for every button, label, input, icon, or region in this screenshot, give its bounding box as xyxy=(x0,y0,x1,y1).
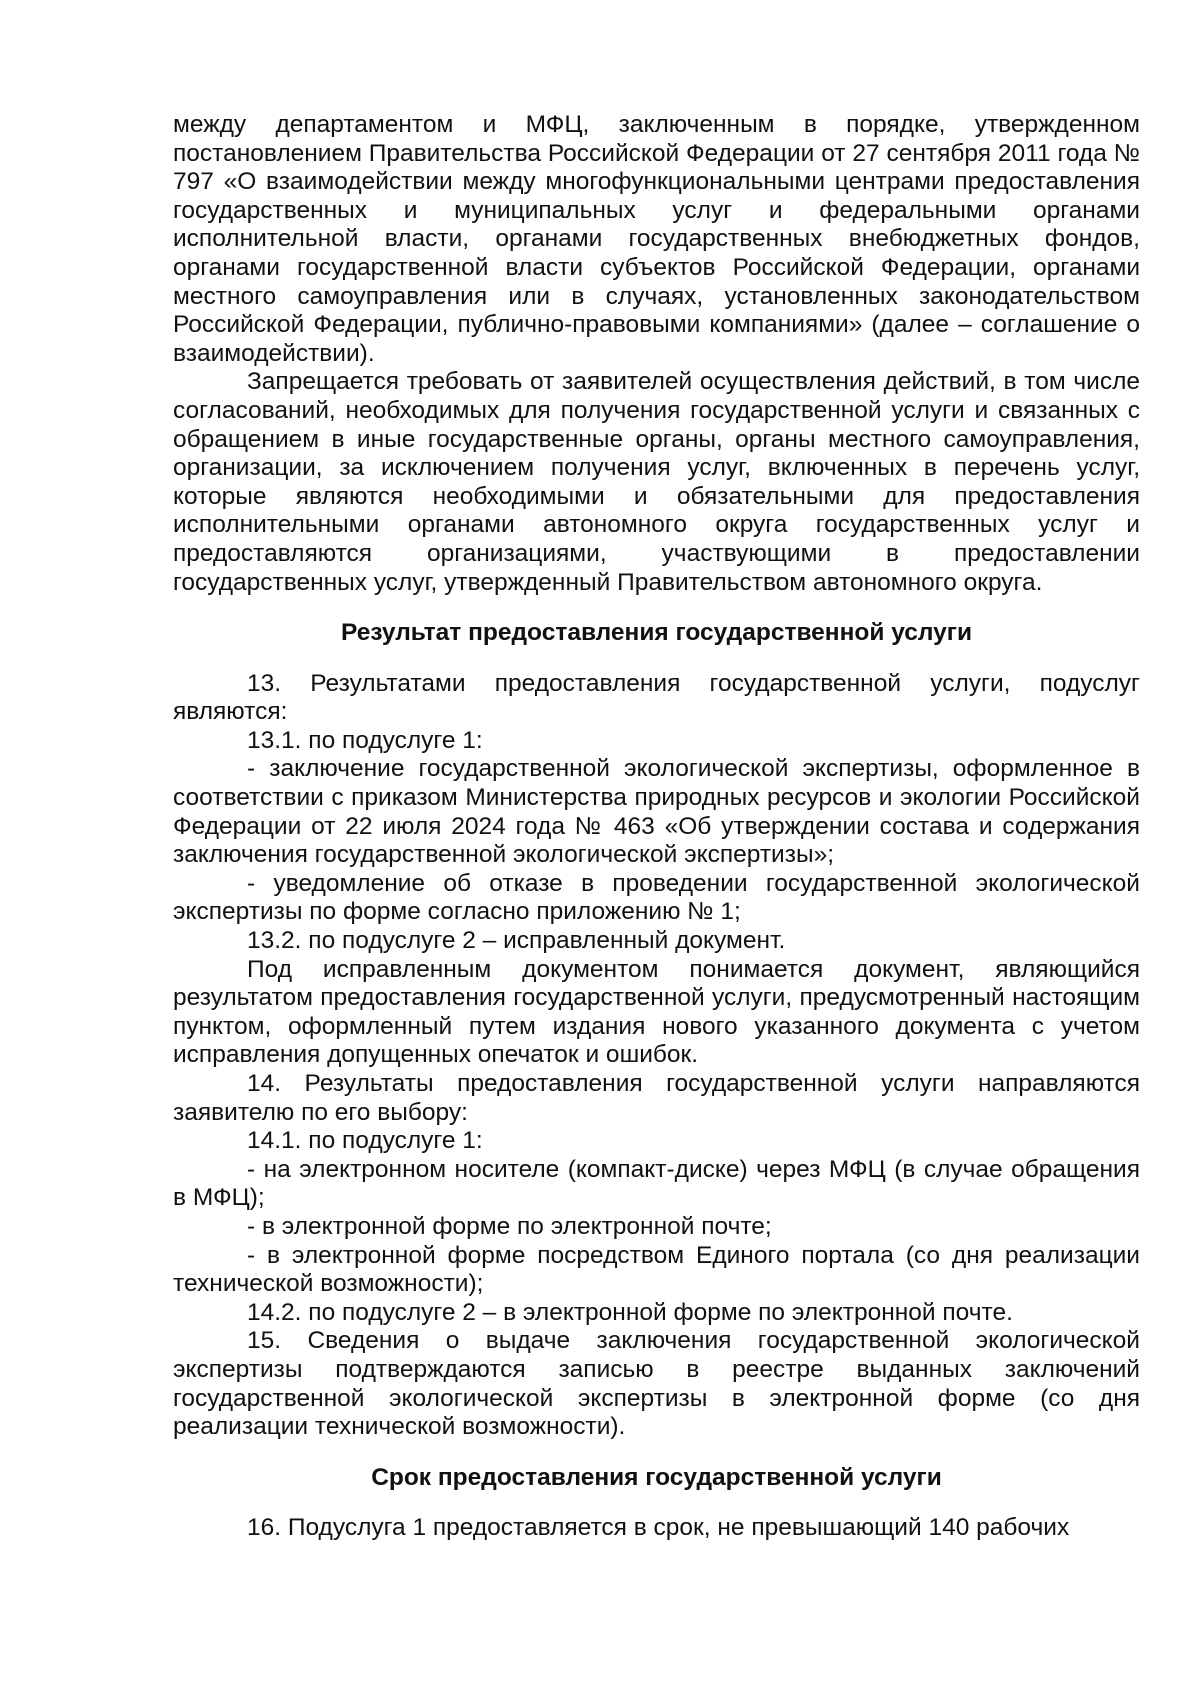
document-body xyxy=(173,111,1140,1543)
spacer xyxy=(173,648,1140,670)
paragraph: 14. Результаты предоставления государственной услуги направляются заявителю по его выбору: xyxy=(173,1070,1140,1126)
paragraph: Под исправленным документом понимается документ, являющийся результатом предоставления государственной услуги, предусмотренный настоящим пунктом, оформленный путем издания нового указанного документа с учетом исправления допущенных опечаток и ошибок. xyxy=(173,955,1140,1069)
paragraph: 14.1. по подуслуге 1: xyxy=(247,1127,483,1155)
spacer xyxy=(173,1492,1140,1514)
section-heading-result: Результат предоставления государственной услуги xyxy=(340,619,973,647)
paragraph: 14.2. по подуслуге 2 – в электронной форме по электронной почте. xyxy=(247,1298,1013,1326)
paragraph: 13. Результатами предоставления государственной услуги, подуслуг являются: xyxy=(173,669,1140,726)
paragraph: - на электронном носителе (компакт-диске) через МФЦ (в случае обращения в МФЦ); xyxy=(173,1155,1140,1212)
paragraph: 16. Подуслуга 1 предоставляется в срок, не превышающий 140 рабочих xyxy=(247,1514,1070,1542)
spacer xyxy=(173,1442,1140,1464)
paragraph: - в электронной форме посредством Единого портала (со дня реализации технической возможности); xyxy=(173,1241,1140,1298)
paragraph: между департаментом и МФЦ, заключенным в порядке, утвержденном постановлением Правительства Российской Федерации от 27 сентября 2011 года № 797 «О взаимодействии между многофункциональными центрами предоставления государственных и муниципальных услуг и федеральными органами исполнительной власти, органами государственных внебюджетных фондов, органами государственной власти субъектов Российской Федерации, органами местного самоуправления или в случаях, установленных законодательством Российской Федерации, публично-правовыми компаниями» (далее – соглашение о взаимодействии). xyxy=(173,111,1140,367)
spacer xyxy=(173,597,1140,619)
paragraph: - заключение государственной экологической экспертизы, оформленное в соответствии с приказом Министерства природных ресурсов и экологии Российской Федерации от 22 июля 2024 года № 463 «Об утверждении состава и содержания заключения государственной экологической экспертизы»; xyxy=(173,755,1140,869)
paragraph: 15. Сведения о выдаче заключения государственной экологической экспертизы подтверждаются записью в реестре выданных заключений государственной экологической экспертизы в электронной форме (со дня реализации технической возможности). xyxy=(173,1327,1140,1441)
section-heading-term: Срок предоставления государственной услуги xyxy=(371,1463,942,1491)
paragraph: - уведомление об отказе в проведении государственной экологической экспертизы по форме согласно приложению № 1; xyxy=(173,869,1140,926)
paragraph: - в электронной форме по электронной почте; xyxy=(247,1212,772,1240)
paragraph: Запрещается требовать от заявителей осуществления действий, в том числе согласований, необходимых для получения государственной услуги и связанных с обращением в иные государственные органы, органы местного самоуправления, организации, за исключением получения услуг, включенных в перечень услуг, которые являются необходимыми и обязательными для предоставления исполнительными органами автономного округа государственных услуг и предоставляются организациями, участвующими в предоставлении государственных услуг, утвержденный Правительством автономного округа. xyxy=(173,368,1140,596)
paragraph: 13.1. по подуслуге 1: xyxy=(247,726,483,754)
paragraph: 13.2. по подуслуге 2 – исправленный документ. xyxy=(247,927,786,955)
